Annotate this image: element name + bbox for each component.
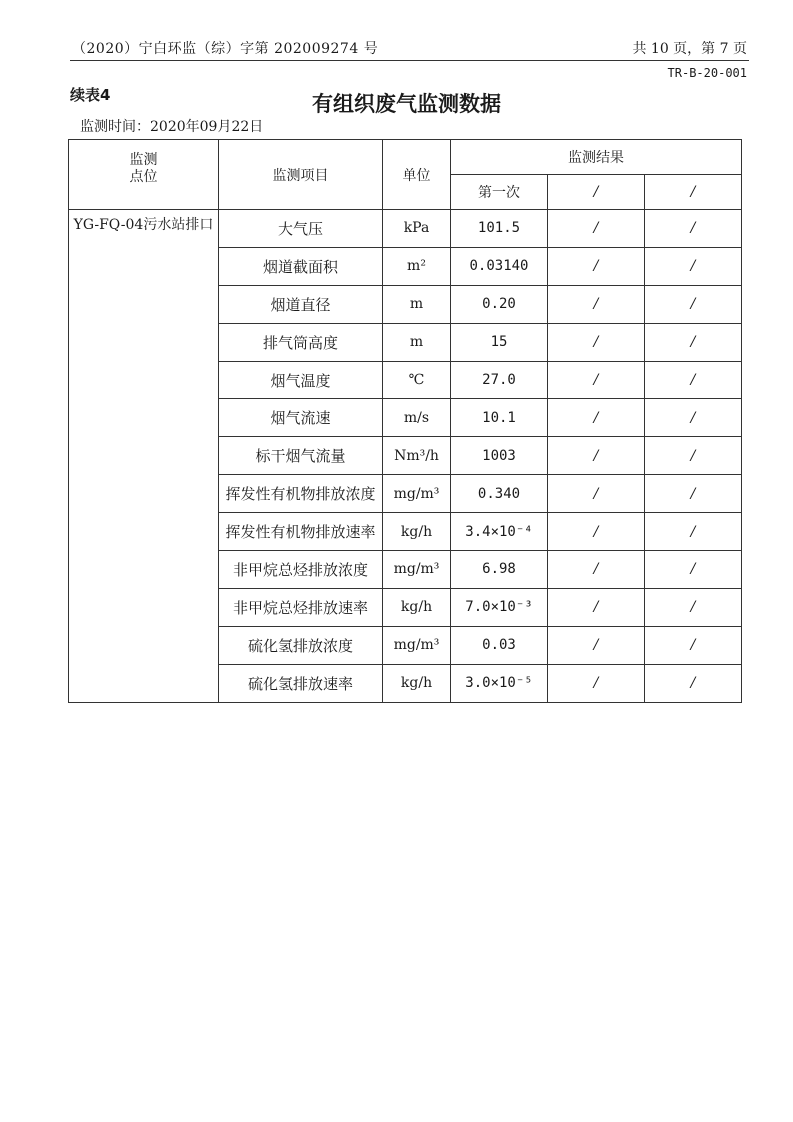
report-number: （2020）宁白环监（综）字第 202009274 号	[72, 41, 379, 57]
result-first-cell: 101.5	[451, 210, 548, 248]
col-header-point	[69, 140, 219, 210]
unit-cell: m²	[383, 247, 451, 285]
result-second-cell: /	[548, 588, 645, 626]
result-second-cell: /	[548, 210, 645, 248]
result-first-cell: 3.0×10⁻⁵	[451, 664, 548, 702]
result-third-cell: /	[645, 323, 742, 361]
col-header-third: /	[645, 175, 742, 210]
col-header-point-l1: 监测	[129, 152, 158, 168]
item-cell: 烟道直径	[219, 285, 383, 323]
unit-cell: mg/m³	[383, 475, 451, 513]
unit-cell: m/s	[383, 399, 451, 437]
result-first-cell: 0.340	[451, 475, 548, 513]
document-code: TR-B-20-001	[667, 66, 747, 80]
col-header-item: 监测项目	[219, 140, 383, 210]
result-third-cell: /	[645, 513, 742, 551]
result-second-cell: /	[548, 551, 645, 589]
col-header-unit: 单位	[383, 140, 451, 210]
result-second-cell: /	[548, 323, 645, 361]
item-cell: 标干烟气流量	[219, 437, 383, 475]
monitoring-point: YG-FQ-04污水站排口	[69, 210, 219, 703]
result-second-cell: /	[548, 361, 645, 399]
col-header-first: 第一次	[451, 175, 548, 210]
col-header-point-l2: 点位	[129, 169, 158, 185]
header-row	[69, 140, 742, 175]
unit-cell: m	[383, 285, 451, 323]
result-third-cell: /	[645, 588, 742, 626]
unit-cell: kg/h	[383, 588, 451, 626]
item-cell: 烟气流速	[219, 399, 383, 437]
unit-cell: kg/h	[383, 513, 451, 551]
result-second-cell: /	[548, 285, 645, 323]
item-cell: 非甲烷总烃排放浓度	[219, 551, 383, 589]
col-header-second: /	[548, 175, 645, 210]
result-second-cell: /	[548, 513, 645, 551]
item-cell: 烟道截面积	[219, 247, 383, 285]
result-first-cell: 0.03140	[451, 247, 548, 285]
result-second-cell: /	[548, 437, 645, 475]
unit-cell: mg/m³	[383, 551, 451, 589]
unit-cell: kg/h	[383, 664, 451, 702]
result-third-cell: /	[645, 399, 742, 437]
result-first-cell: 0.03	[451, 626, 548, 664]
result-third-cell: /	[645, 626, 742, 664]
col-header-result: 监测结果	[451, 140, 742, 175]
result-first-cell: 7.0×10⁻³	[451, 588, 548, 626]
result-second-cell: /	[548, 399, 645, 437]
unit-cell: Nm³/h	[383, 437, 451, 475]
item-cell: 非甲烷总烃排放速率	[219, 588, 383, 626]
result-third-cell: /	[645, 551, 742, 589]
result-first-cell: 3.4×10⁻⁴	[451, 513, 548, 551]
result-third-cell: /	[645, 361, 742, 399]
item-cell: 烟气温度	[219, 361, 383, 399]
result-second-cell: /	[548, 247, 645, 285]
result-third-cell: /	[645, 437, 742, 475]
result-first-cell: 10.1	[451, 399, 548, 437]
page-info: 共 10 页，第 7 页	[632, 41, 747, 57]
unit-cell: kPa	[383, 210, 451, 248]
result-second-cell: /	[548, 664, 645, 702]
result-first-cell: 27.0	[451, 361, 548, 399]
table-row	[69, 210, 742, 248]
header-divider	[70, 60, 749, 61]
item-cell: 硫化氢排放浓度	[219, 626, 383, 664]
item-cell: 挥发性有机物排放速率	[219, 513, 383, 551]
result-first-cell: 6.98	[451, 551, 548, 589]
result-third-cell: /	[645, 664, 742, 702]
table-continuation-label: 续表4	[70, 86, 111, 104]
unit-cell: m	[383, 323, 451, 361]
result-third-cell: /	[645, 247, 742, 285]
result-second-cell: /	[548, 475, 645, 513]
result-first-cell: 15	[451, 323, 548, 361]
item-cell: 硫化氢排放速率	[219, 664, 383, 702]
item-cell: 挥发性有机物排放浓度	[219, 475, 383, 513]
result-third-cell: /	[645, 210, 742, 248]
emission-data-table	[68, 139, 742, 703]
monitor-time: 监测时间：2020年09月22日	[80, 119, 264, 135]
item-cell: 排气筒高度	[219, 323, 383, 361]
item-cell: 大气压	[219, 210, 383, 248]
unit-cell: ℃	[383, 361, 451, 399]
result-first-cell: 0.20	[451, 285, 548, 323]
page-title: 有组织废气监测数据	[312, 92, 501, 116]
result-third-cell: /	[645, 475, 742, 513]
unit-cell: mg/m³	[383, 626, 451, 664]
result-second-cell: /	[548, 626, 645, 664]
result-third-cell: /	[645, 285, 742, 323]
result-first-cell: 1003	[451, 437, 548, 475]
